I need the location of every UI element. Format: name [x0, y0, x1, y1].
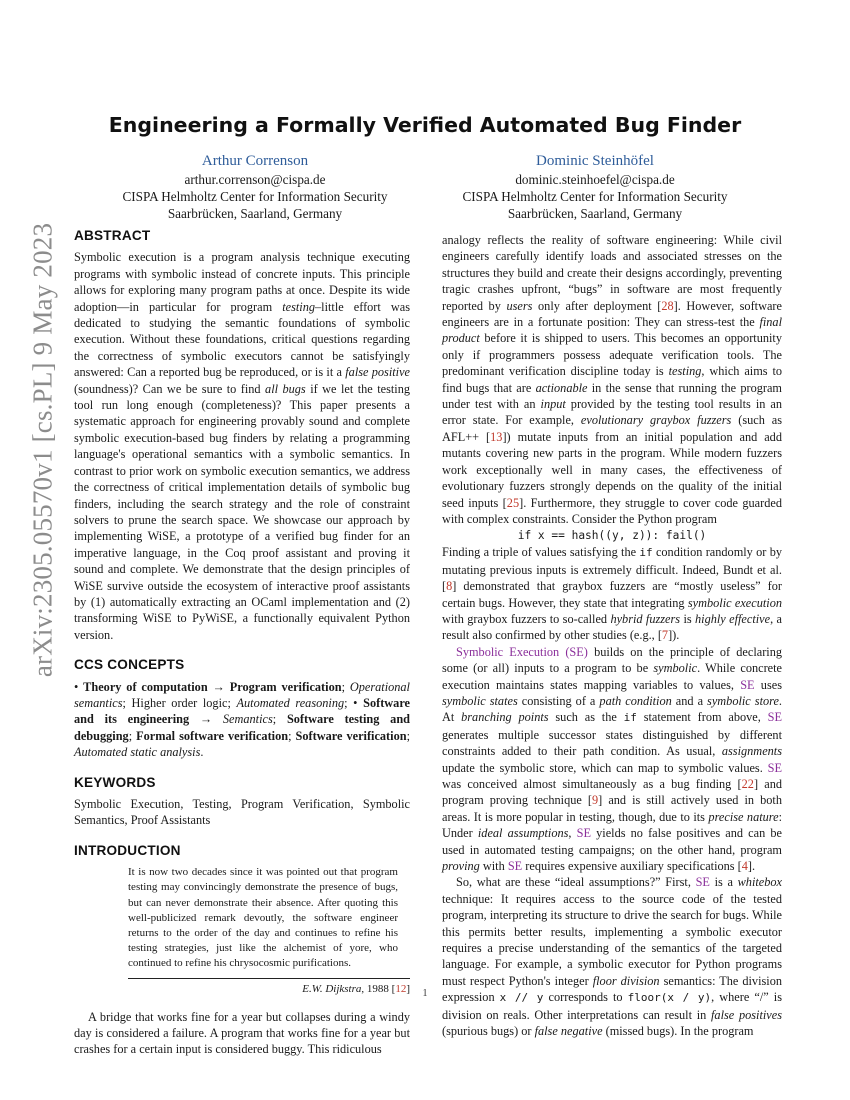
citation-link[interactable]: 4: [741, 859, 748, 874]
paper-title: Engineering a Formally Verified Automated Bug Finder: [108, 113, 742, 137]
epigraph-rule: [128, 978, 410, 979]
citation-link[interactable]: 8: [446, 579, 453, 594]
intro-paragraph-continued: analogy reflects the reality of software engineering: While civil engineers carefully identify loads and associated stresses on the structures they build and create their designs accordingly, preventing tragic crashes upfront, “bugs” in software are most frequently reported by users only after deployment [28]. However, software engineers are in a fortunate position: They can stress-test the final product before it is shipped to users. This becomes an opportunity only if programmers possess adequate verification tools. The predominant verification discipline today is testing, which aims to find bugs that are actionable in the sense that running the program under test with an input provided by the testing tool results in an error state. For example, evolutionary graybox fuzzers (such as AFL++ [13]) mutate inputs from an initial population and add mutants covering new parts in the program. While modern fuzzers work exceptionally well in many cases, the effectiveness of evolutionary fuzzers strongly depends on the quality of the initial seed inputs [25]. Furthermore, they struggle to cover code guarded with complex constraints. Consider the Python program: [442, 233, 783, 526]
citation-link[interactable]: 13: [490, 429, 503, 444]
keywords-text: Symbolic Execution, Testing, Program Verification, Symbolic Semantics, Proof Assistants: [74, 797, 410, 828]
author-block-1: [90, 152, 420, 222]
introduction-heading: INTRODUCTION: [74, 842, 181, 858]
code-snippet: if x == hash((y, z)): fail(): [517, 529, 707, 543]
citation-link[interactable]: 22: [741, 777, 754, 791]
epigraph-source: E.W. Dijkstra, 1988 [12]: [302, 982, 410, 995]
se-acronym-link[interactable]: SE: [695, 875, 710, 890]
page-number: 1: [422, 988, 428, 999]
citation-link[interactable]: 12: [395, 982, 407, 995]
se-acronym-link[interactable]: SE: [767, 710, 782, 725]
se-acronym-link[interactable]: Symbolic Execution (SE): [456, 644, 588, 659]
author-location: Saarbrücken, Saarland, Germany: [507, 206, 683, 221]
author-email: arthur.correnson@cispa.de: [184, 172, 326, 187]
se-acronym-link[interactable]: SE: [740, 677, 755, 692]
author-name[interactable]: Arthur Correnson: [201, 153, 309, 169]
introduction-section: [74, 843, 410, 1058]
se-acronym-link[interactable]: SE: [767, 760, 782, 775]
right-column: [442, 232, 782, 1040]
abstract-heading: ABSTRACT: [74, 228, 151, 243]
keywords-section: [74, 775, 410, 829]
author-affiliation: CISPA Helmholtz Center for Information Security: [122, 189, 388, 204]
abstract-text: Symbolic execution is a program analysis technique executing programs with symbolic instead of concrete inputs. This principle allows for exploring many program paths at once. Despite its wide adoption—in particular for program testing–little effort was dedicated to studying the semantic foundations of symbolic execution. Without these foundations, critical questions regarding the correctness of symbolic executors cannot be satisfyingly answered: Can a reported bug be reproduced, or is it a false positive (soundness)? Can we be sure to find all bugs if we let the testing tool run long enough (completeness)? This paper presents a systematic approach for engineering provably sound and complete symbolic execution-based bug finders by relating a programming language's operational semantics with a symbolic semantics. In contrast to prior work on symbolic execution semantics, we address the correctness of critical implementation details of symbolic bug finders, including the search strategy and the role of constraint solvers to prune the search space. We showcase our approach by implementing WiSE, a prototype of a verified bug finder for an imperative language, in the Coq proof assistant and proving it sound and complete. We demonstrate that the design principles of WiSE survive outside the ecosystem of interactive proof assistants by (1) automatically extracting an OCaml implementation and (2) transforming WiSE to PyWiSE, a functionally equivalent Python version.: [74, 250, 410, 642]
left-column: [74, 228, 410, 1058]
citation-link[interactable]: 28: [661, 298, 674, 313]
ccs-text: • Theory of computation → Program verification; Operational semantics; Higher order logic; Automated reasoning; • Software and its engineering → Semantics; Software testing and debugging; Formal software verification; Software verification; Automated static analysis.: [74, 679, 411, 760]
epigraph-quote: It is now two decades since it was pointed out that program testing may convincingly demonstrate the presence of bugs, but can never demonstrate their absence. After quoting this well-publicized remark devoutly, the software engineer returns to the order of the day and continues to refine his testing strategies, just like the alchemist of yore, who continued to refine his chrysocosmic purifications.: [128, 866, 398, 970]
fuzzing-paragraph: Finding a triple of values satisfying the if condition randomly or by mutating previous inputs is extremely difficult. Indeed, Bundt et al. [8] demonstrated that graybox fuzzers are “mostly useless” for certain bugs. However, they state that integrating symbolic execution with graybox fuzzers to so-called hybrid fuzzers is highly effective, a result also confirmed by other studies (e.g., [7]).: [442, 545, 782, 643]
author-name[interactable]: Dominic Steinhöfel: [536, 153, 654, 169]
ideal-assumptions-paragraph: So, what are these “ideal assumptions?” First, SE is a whitebox technique: It requires access to the source code of the tested program, interpreting its structure to drive the search for bugs. While this permits better results, implementing a symbolic executor requires a precise understanding of the semantics of the targeted language. For example, a symbolic executor for Python programs must respect Python's integer floor division semantics: The division expression x // y corresponds to floor(x / y), where “/” is division on reals. Other interpretations can result in false positives (spurious bugs) or false negative (missed bugs). In the program: [442, 875, 783, 1039]
author-location: Saarbrücken, Saarland, Germany: [167, 206, 343, 221]
se-acronym-link[interactable]: SE: [576, 826, 591, 841]
se-paragraph: Symbolic Execution (SE) builds on the principle of declaring some (or all) inputs to a program to be symbolic. While concrete execution maintains states mapping variables to values, SE uses symbolic states consisting of a path condition and a symbolic store. At branching points such as the if statement from above, SE generates multiple successor states distinguished by different constraints added to their path condition. As usual, assignments update the symbolic store, which can map to symbolic values. SE was conceived almost simultaneously as a bug finding [22] and program proving technique [9] and is still actively used in both areas. It is more popular in testing, though, due to its precise nature: Under ideal assumptions, SE yields no false positives and can be used in automated testing campaigns; on the other hand, program proving with SE requires expensive auxiliary specifications [4].: [442, 644, 783, 874]
citation-link[interactable]: 7: [661, 628, 669, 643]
author-email: dominic.steinhoefel@cispa.de: [515, 172, 675, 187]
arxiv-stamp: arXiv:2305.05570v1 [cs.PL] 9 May 2023: [27, 222, 58, 678]
citation-link[interactable]: 9: [592, 793, 599, 808]
citation-link[interactable]: 25: [506, 495, 520, 510]
intro-paragraph: A bridge that works fine for a year but collapses during a windy day is considered a failure. A program that works fine for a year but crashes for a certain input is considered buggy. This ridiculous: [74, 1009, 410, 1057]
author-affiliation: CISPA Helmholtz Center for Information Security: [462, 189, 728, 204]
ccs-section: [74, 657, 410, 760]
ccs-heading: CCS CONCEPTS: [74, 657, 185, 673]
author-block-2: [430, 152, 760, 222]
se-acronym-link[interactable]: SE: [507, 859, 523, 874]
keywords-heading: KEYWORDS: [74, 774, 156, 790]
